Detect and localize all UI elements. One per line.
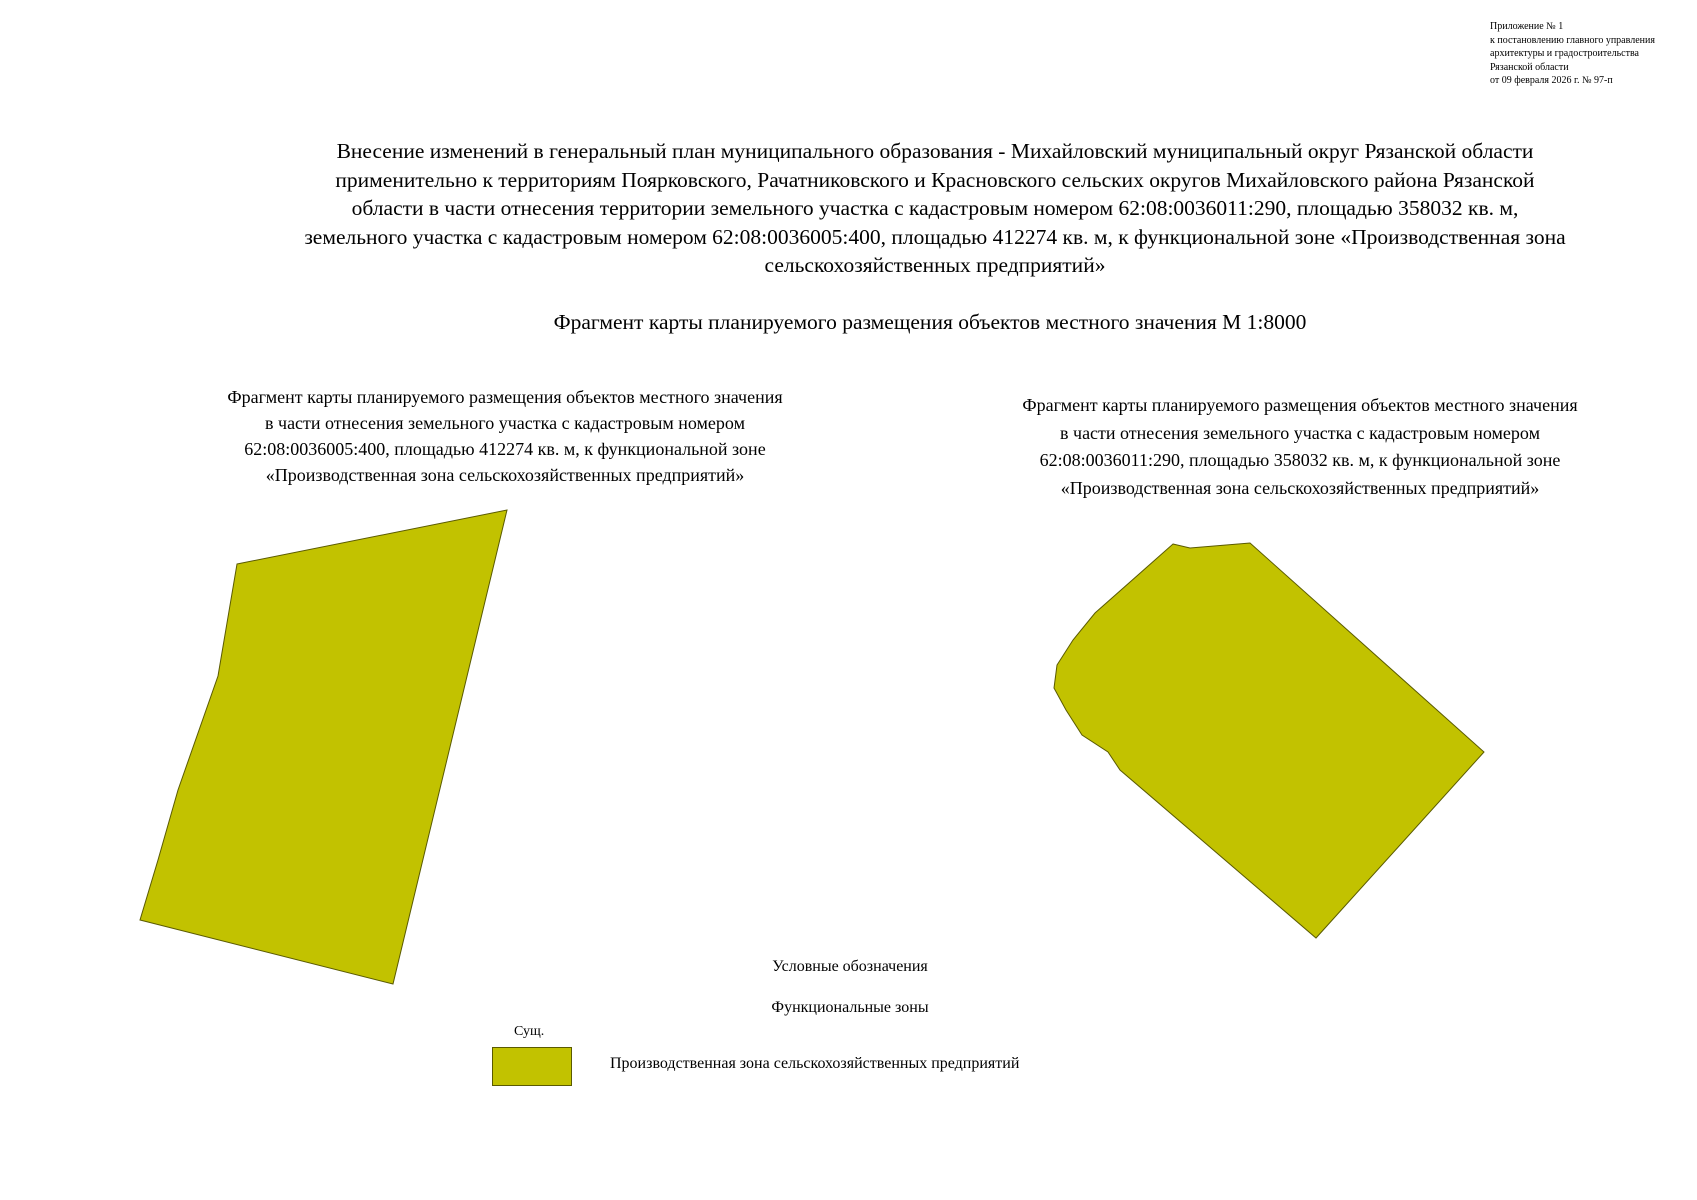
title-line: применительно к территориям Поярковского, Рачатниковского и Красновского сельских округов Михайловского района Рязанской (335, 167, 1535, 192)
appendix-line: Приложение № 1 (1490, 21, 1564, 32)
land-plot-polygon-right[interactable] (1054, 543, 1484, 938)
legend-subtitle: Функциональные зоны (771, 999, 929, 1016)
legend-title: Условные обозначения (772, 958, 928, 975)
appendix-line: к постановлению главного управления (1490, 34, 1655, 46)
title-line: сельскохозяйственных предприятий» (764, 253, 1106, 277)
title-line: земельного участка с кадастровым номером 62:08:0036005:400, площадью 412274 кв. м, к функциональной зоне «Производственная зона (304, 224, 1566, 249)
title-line: области в части отнесения территории земельного участка с кадастровым номером 62:08:0036011:290, площадью 358032 кв. м, (351, 196, 1519, 220)
title-line: Внесение изменений в генеральный план муниципального образования - Михайловский муниципальный округ Рязанской области (336, 139, 1534, 163)
appendix-line: архитектуры и градостроительства (1490, 48, 1639, 59)
caption-line: 62:08:0036005:400, площадью 412274 кв. м, к функциональной зоне (244, 439, 766, 459)
caption-line: в части отнесения земельного участка с кадастровым номером (265, 413, 745, 433)
appendix-line: Рязанской области (1490, 61, 1569, 73)
caption-line: «Производственная зона сельскохозяйственных предприятий» (265, 465, 745, 485)
caption-line: Фрагмент карты планируемого размещения объектов местного значения (227, 387, 783, 407)
appendix-line: от 09 февраля 2026 г. № 97-п (1490, 75, 1613, 86)
legend-item-label: Производственная зона сельскохозяйственных предприятий (610, 1055, 1020, 1072)
caption-line: «Производственная зона сельскохозяйственных предприятий» (1060, 477, 1540, 498)
map-heading: Фрагмент карты планируемого размещения объектов местного значения М 1:8000 (553, 310, 1307, 334)
legend-status-label: Сущ. (514, 1024, 545, 1039)
caption-line: в части отнесения земельного участка с кадастровым номером (1060, 422, 1540, 443)
caption-line: Фрагмент карты планируемого размещения объектов местного значения (1022, 395, 1578, 415)
caption-line: 62:08:0036011:290, площадью 358032 кв. м, к функциональной зоне (1039, 450, 1561, 470)
legend-swatch (492, 1047, 572, 1086)
land-plot-polygon-left[interactable] (140, 510, 507, 984)
